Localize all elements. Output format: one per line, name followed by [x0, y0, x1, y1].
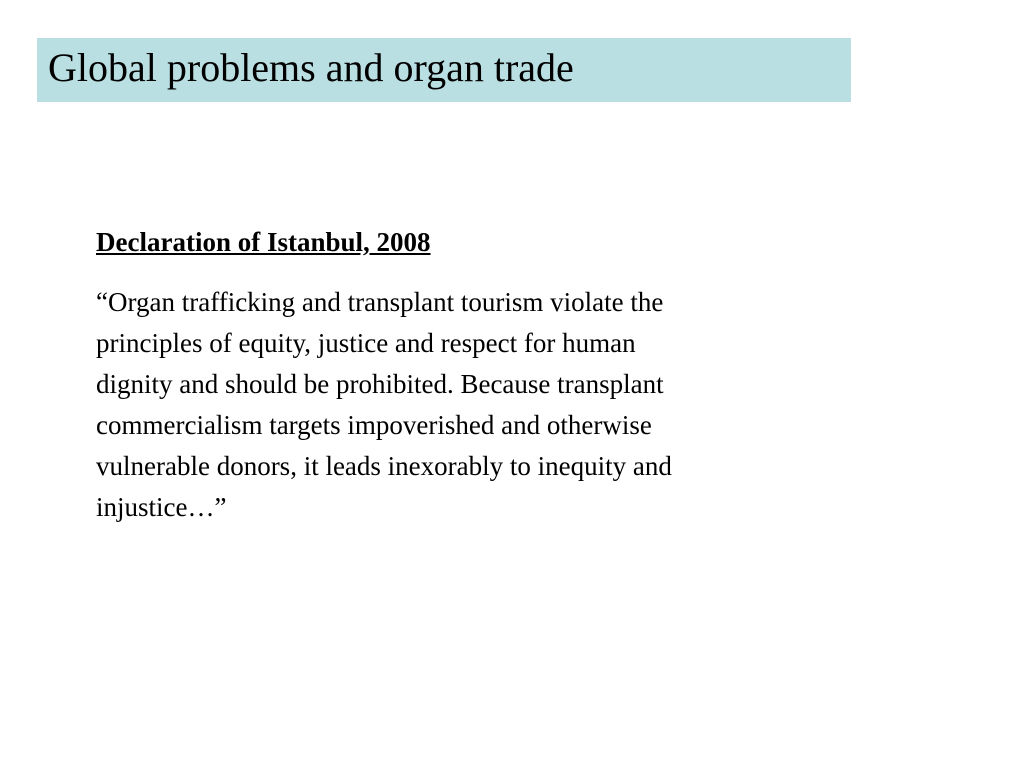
slide-body: [96, 224, 836, 528]
quote-line: vulnerable donors, it leads inexorably to inequity and: [96, 451, 672, 481]
quote-line: “Organ trafficking and transplant tourism violate the: [96, 287, 664, 317]
declaration-heading: Declaration of Istanbul, 2008: [96, 227, 431, 257]
slide-title: Global problems and organ trade: [48, 45, 574, 90]
quote-line: commercialism targets impoverished and otherwise: [96, 410, 652, 440]
declaration-quote: [96, 282, 836, 528]
quote-line: dignity and should be prohibited. Because transplant: [96, 369, 664, 399]
quote-line: principles of equity, justice and respect for human: [96, 328, 636, 358]
quote-line: injustice…”: [96, 492, 227, 522]
slide-title-bar: [37, 38, 851, 102]
